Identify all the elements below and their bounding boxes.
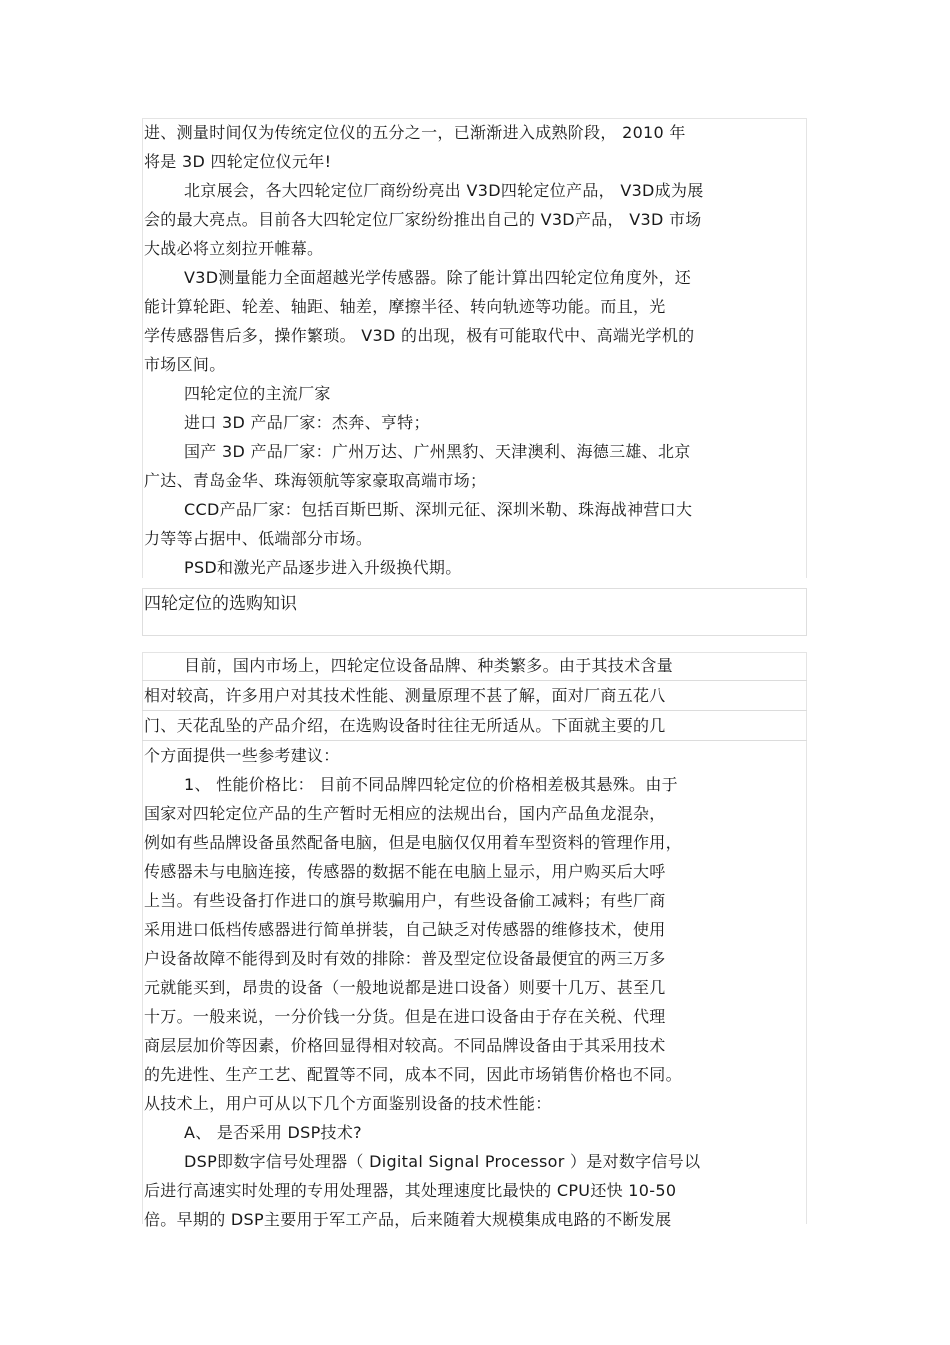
text-line: 四轮定位的主流厂家 bbox=[184, 384, 331, 403]
text-line: 国家对四轮定位产品的生产暂时无相应的法规出台，国内产品鱼龙混杂， bbox=[144, 804, 666, 823]
text-line: 1、 性能价格比： 目前不同品牌四轮定位的价格相差极其悬殊。由于 bbox=[184, 775, 678, 794]
text-line: 元就能买到，昂贵的设备（一般地说都是进口设备）则要十几万、甚至几 bbox=[144, 978, 666, 997]
text-line: 力等等占据中、低端部分市场。 bbox=[144, 529, 373, 548]
text-line: 将是 3D 四轮定位仪元年! bbox=[144, 152, 332, 171]
text-line: 能计算轮距、轮差、轴距、轴差，摩擦半径、转向轨迹等功能。而且，光 bbox=[144, 297, 666, 316]
text-line: CCD产品厂家：包括百斯巴斯、深圳元征、深圳米勒、珠海战神营口大 bbox=[184, 500, 693, 519]
text-line: 后进行高速实时处理的专用处理器，其处理速度比最快的 CPU还快 10-50 bbox=[144, 1181, 677, 1200]
text-line: 进口 3D 产品厂家：杰奔、亨特； bbox=[184, 413, 430, 432]
text-line: 上当。有些设备打作进口的旗号欺骗用户，有些设备偷工减料；有些厂商 bbox=[144, 891, 666, 910]
text-line: 从技术上，用户可从以下几个方面鉴别设备的技术性能： bbox=[144, 1094, 552, 1113]
text-line: 广达、青岛金华、珠海领航等家豪取高端市场； bbox=[144, 471, 487, 490]
text-line: 目前，国内市场上，四轮定位设备品牌、种类繁多。由于其技术含量 bbox=[142, 651, 807, 681]
text-line: 个方面提供一些参考建议： bbox=[144, 746, 340, 765]
text-line: 会的最大亮点。目前各大四轮定位厂家纷纷推出自己的 V3D产品， V3D 市场 bbox=[144, 210, 702, 229]
text-line: 商层层加价等因素，价格回显得相对较高。不同品牌设备由于其采用技术 bbox=[144, 1036, 666, 1055]
text-line: 倍。早期的 DSP主要用于军工产品，后来随着大规模集成电路的不断发展 bbox=[144, 1210, 672, 1229]
text-line: PSD和激光产品逐步进入升级换代期。 bbox=[184, 558, 462, 577]
text-line: DSP即数字信号处理器（ Digital Signal Processor ）是对数字信号以 bbox=[184, 1152, 701, 1171]
text-line: A、 是否采用 DSP技术? bbox=[184, 1123, 362, 1142]
text-line: 大战必将立刻拉开帷幕。 bbox=[144, 239, 324, 258]
text-line: 北京展会，各大四轮定位厂商纷纷亮出 V3D四轮定位产品， V3D成为展 bbox=[184, 181, 704, 200]
text-line: 市场区间。 bbox=[144, 355, 226, 374]
text-line: V3D测量能力全面超越光学传感器。除了能计算出四轮定位角度外，还 bbox=[184, 268, 692, 287]
text-line: 进、测量时间仅为传统定位仪的五分之一，已渐渐进入成熟阶段， 2010 年 bbox=[144, 123, 686, 142]
text-line: 门、天花乱坠的产品介绍，在选购设备时往往无所适从。下面就主要的几 bbox=[142, 711, 807, 741]
text-line: 的先进性、生产工艺、配置等不同，成本不同，因此市场销售价格也不同。 bbox=[144, 1065, 682, 1084]
text-line: 采用进口低档传感器进行简单拼装，自己缺乏对传感器的维修技术，使用 bbox=[144, 920, 666, 939]
section-title: 四轮定位的选购知识 bbox=[144, 594, 297, 614]
text-line: 学传感器售后多，操作繁琐。 V3D 的出现，极有可能取代中、高端光学机的 bbox=[144, 326, 695, 345]
top-paragraph-lines bbox=[142, 118, 807, 582]
text-line: 相对较高，许多用户对其技术性能、测量原理不甚了解，面对厂商五花八 bbox=[142, 681, 807, 711]
text-line: 户设备故障不能得到及时有效的排除：普及型定位设备最便宜的两三万多 bbox=[144, 949, 666, 968]
text-line: 例如有些品牌设备虽然配备电脑，但是电脑仅仅用着车型资料的管理作用， bbox=[144, 833, 682, 852]
bottom-paragraph-lines bbox=[142, 651, 807, 1234]
text-line: 传感器未与电脑连接，传感器的数据不能在电脑上显示，用户购买后大呼 bbox=[144, 862, 666, 881]
text-line: 国产 3D 产品厂家：广州万达、广州黑豹、天津澳利、海德三雄、北京 bbox=[184, 442, 691, 461]
text-line: 十万。一般来说，一分价钱一分货。但是在进口设备由于存在关税、代理 bbox=[144, 1007, 666, 1026]
